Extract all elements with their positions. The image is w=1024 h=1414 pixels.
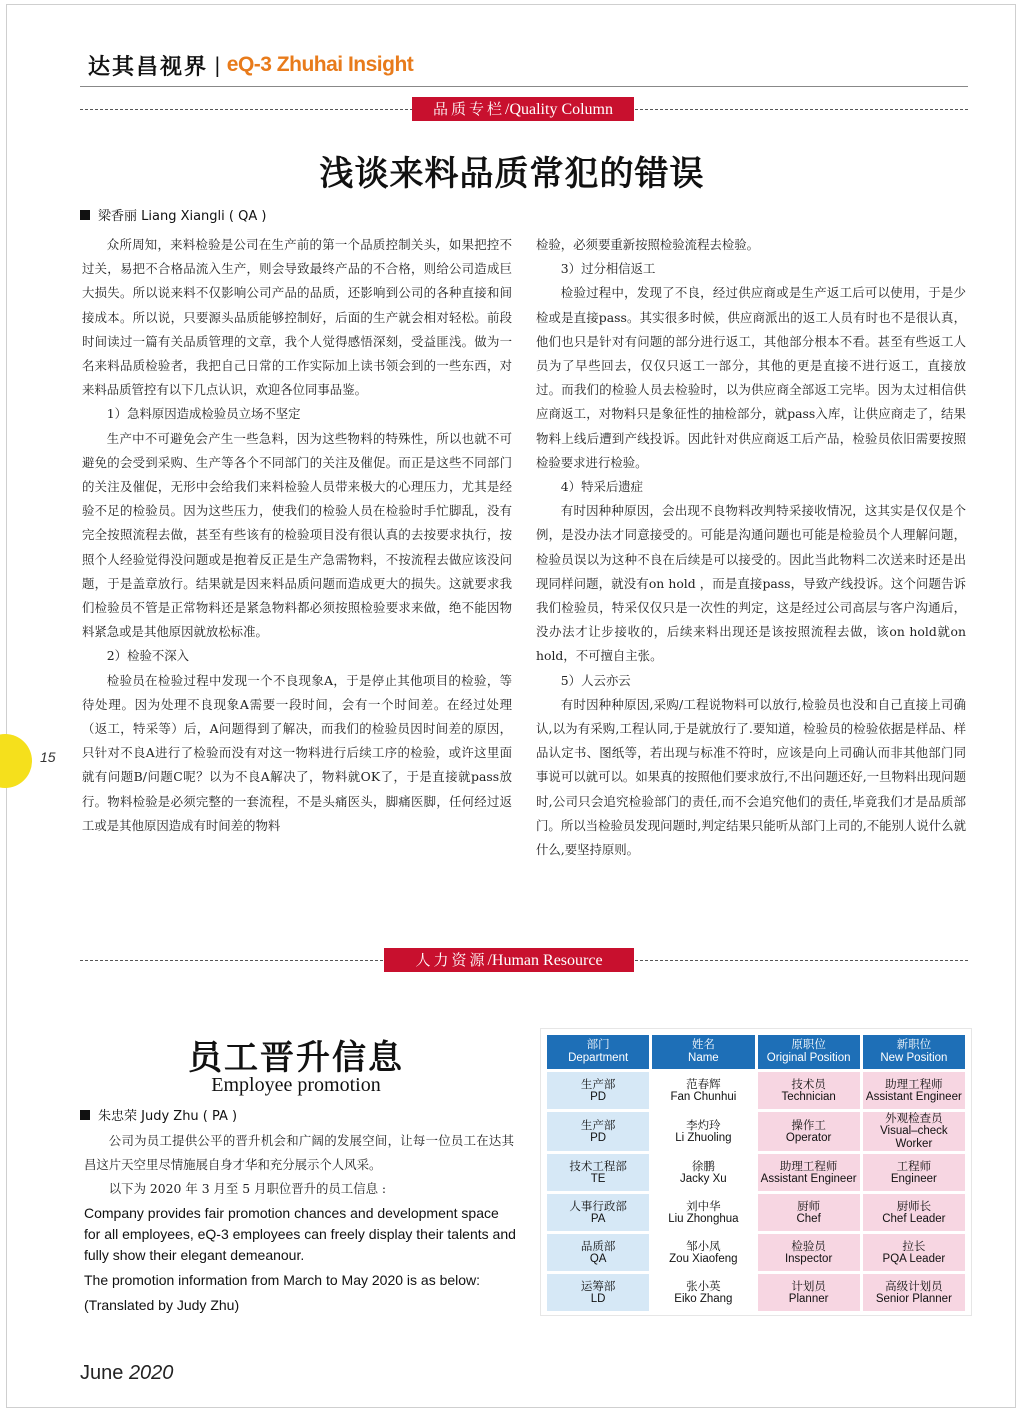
cell-cn: 徐鹏 xyxy=(691,1158,715,1173)
table-cell xyxy=(863,1154,965,1191)
table-cell xyxy=(758,1154,860,1191)
cell-cn: 厨师长 xyxy=(896,1198,932,1213)
table-cell xyxy=(652,1112,754,1151)
article-left-column xyxy=(82,233,512,838)
section-heading: 4）特采后遗症 xyxy=(560,479,644,495)
header-label-en: Department xyxy=(568,1052,629,1064)
hr-banner-cn: 人力资源 xyxy=(415,951,488,969)
promotion-author: 朱忠荣 Judy Zhu ( PA ) xyxy=(98,1109,238,1124)
cell-cn: 高级计划员 xyxy=(885,1278,943,1293)
header-label-en: Name xyxy=(688,1052,719,1064)
body-paragraph: 生产中不可避免会产生一些急料，因为这些物料的特殊性，所以也就不可避免的会受到采购、生产等各个不同部门的关注及催促。而正是这些不同部门的关注及催促，无形中会给我们来料检验人员带来极大的心理压力，尤其是经验不足的检验员。因为这些压力，使我们的检验人员在检验时手忙脚乱，没有完全按照流程去做，甚至有些该有的检验项目没有很认真的去按要求执行，按照个人经验觉得没问题或是抱着反正是生产急需物料，不按流程去做应该没问题，于是盖章放行。结果就是因来料品质问题而造成更大的损失。这就要求我们检验员不管是正常物料还是紧急物料都必须按照检验要求来做，绝不能因物料紧急或是其他原因就放松标准。 xyxy=(82,430,512,640)
cell-en: Engineer xyxy=(890,1172,937,1185)
cell-en: Jacky Xu xyxy=(680,1172,727,1185)
cell-en: Assistant Engineer xyxy=(760,1172,857,1185)
header-label-cn: 原职位 xyxy=(791,1039,826,1051)
cell-cn: 工程师 xyxy=(896,1158,932,1173)
issue-date xyxy=(80,1362,173,1385)
article-byline xyxy=(80,205,266,224)
promotion-paragraph-en: Company provides fair promotion chances and development space for all employees, eQ-3 employees can freely display their talents and fully show their elegant demeanour. xyxy=(84,1205,516,1263)
cell-en: Technician xyxy=(781,1090,836,1103)
promotion-paragraph-en: The promotion information from March to May 2020 is as below: xyxy=(84,1272,481,1288)
table-row xyxy=(547,1072,965,1109)
table-header-row xyxy=(547,1035,965,1069)
table-cell xyxy=(863,1072,965,1109)
header-rule xyxy=(80,86,968,87)
body-paragraph: 检验，必须要重新按照检验流程去检验。 xyxy=(536,237,760,252)
table-cell xyxy=(547,1112,649,1151)
issue-year: 2020 xyxy=(128,1362,174,1384)
cell-cn: 张小英 xyxy=(686,1278,721,1293)
promotion-intro-en xyxy=(84,1203,516,1320)
section-heading: 5）人云亦云 xyxy=(560,672,631,688)
table-cell xyxy=(863,1194,965,1231)
cell-cn: 操作工 xyxy=(791,1117,826,1132)
cell-en: Zou Xiaofeng xyxy=(669,1252,738,1265)
table-cell xyxy=(547,1072,649,1109)
quality-banner-en: /Quality Column xyxy=(505,101,613,118)
table-row xyxy=(547,1194,965,1231)
cell-en: Visual–check Worker xyxy=(880,1125,948,1150)
cell-en: PQA Leader xyxy=(882,1252,946,1265)
cell-cn: 生产部 xyxy=(580,1076,616,1091)
cell-en: Li Zhuoling xyxy=(675,1131,732,1144)
header-label-en: Original Position xyxy=(766,1052,851,1064)
cell-cn: 计划员 xyxy=(791,1278,826,1293)
table-header-cell xyxy=(652,1035,754,1069)
table-cell xyxy=(758,1112,860,1151)
cell-en: Planner xyxy=(788,1292,829,1305)
cell-cn: 检验员 xyxy=(791,1238,826,1253)
cell-en: LD xyxy=(590,1292,606,1305)
magazine-header xyxy=(88,50,413,80)
issue-month: June xyxy=(80,1362,124,1384)
cell-en: Senior Planner xyxy=(875,1292,952,1305)
cell-cn: 李灼玲 xyxy=(686,1117,721,1132)
cell-cn: 范春辉 xyxy=(686,1076,721,1091)
body-paragraph: 检验过程中，发现了不良，经过供应商或是生产返工后可以使用，于是少检或是直接pass。其实很多时候，供应商派出的返工人员有时也不是很认真，他们也只是针对有问题的部分进行返工，其他部分根本不看。甚至有些返工人员为了早些回去，仅仅只返工一部分，其他的更是直接不进行返工，直接放过。而我们的检验人员去检验时，以为供应商全部返工完毕。因为太过相信供应商返工，对物料只是象征性的抽检部分，就pass入库，让供应商走了，结果物料上线后遭到产线投诉。因此针对供应商返工后产品，检验员依旧需要按照检验要求进行检验。 xyxy=(536,285,966,470)
table-cell xyxy=(652,1072,754,1109)
table-body xyxy=(547,1072,965,1311)
article-author: 梁香丽 Liang Xiangli ( QA ) xyxy=(98,209,267,224)
cell-en: Operator xyxy=(785,1131,832,1144)
cell-cn: 人事行政部 xyxy=(569,1198,627,1213)
table-row xyxy=(547,1154,965,1191)
cell-cn: 助理工程师 xyxy=(779,1158,838,1173)
table-cell xyxy=(758,1194,860,1231)
table-cell xyxy=(863,1112,965,1151)
section-heading: 3）过分相信返工 xyxy=(560,261,656,277)
section-heading: 1）急料原因造成检验员立场不坚定 xyxy=(106,406,301,422)
quality-column-banner xyxy=(412,97,634,121)
header-label-cn: 部门 xyxy=(586,1039,610,1051)
promotion-paragraph-en: (Translated by Judy Zhu) xyxy=(84,1297,240,1313)
cell-cn: 运筹部 xyxy=(580,1278,616,1293)
table-cell xyxy=(758,1072,860,1109)
table-cell xyxy=(547,1194,649,1231)
table-cell xyxy=(652,1154,754,1191)
article-right-column xyxy=(536,233,966,862)
human-resource-banner xyxy=(384,948,634,972)
table-row xyxy=(547,1112,965,1151)
table-cell xyxy=(652,1194,754,1231)
cell-en: Assistant Engineer xyxy=(865,1090,962,1103)
promotion-intro-cn xyxy=(84,1129,514,1201)
table-cell xyxy=(652,1234,754,1271)
table-header-cell xyxy=(863,1035,965,1069)
table-cell xyxy=(547,1234,649,1271)
table-row xyxy=(547,1274,965,1311)
section-heading: 2）检验不深入 xyxy=(106,648,190,664)
table-row xyxy=(547,1234,965,1271)
byline-square-icon xyxy=(80,210,90,220)
header-title-cn: 达其昌视界 xyxy=(88,53,209,80)
cell-cn: 生产部 xyxy=(580,1117,616,1132)
table-cell xyxy=(547,1154,649,1191)
header-label-cn: 新职位 xyxy=(896,1039,932,1051)
table-cell xyxy=(652,1274,754,1311)
promotion-paragraph-cn: 以下为 2020 年 3 月至 5 月职位晋升的员工信息 : xyxy=(108,1181,387,1196)
promotion-table xyxy=(544,1032,968,1314)
cell-en: TE xyxy=(590,1172,606,1185)
promotion-paragraph-cn: 公司为员工提供公平的晋升机会和广阔的发展空间，让每一位员工在达其昌这片天空里尽情施展自身才华和充分展示个人风采。 xyxy=(84,1133,514,1172)
body-paragraph: 有时因种种原因,采购/工程说物料可以放行,检验员也没和自己直接上司确认,以为有采购,工程认同,于是就放行了.要知道，检验员的检验依据是样品、样品认定书、图纸等，若出现与标准不符时，应该是向上司确认而非其他部门同事说可以就可以。如果真的按照他们要求放行,不出问题还好,一旦物料出现问题时,公司只会追究检验部门的责任,而不会追究他们的责任,毕竟我们才是品质部门。所以当检验员发现问题时,判定结果只能听从部门上司的,不能别人说什么就什么,要坚持原则。 xyxy=(536,696,966,858)
body-paragraph: 众所周知，来料检验是公司在生产前的第一个品质控制关头，如果把控不过关，易把不合格品流入生产，则会导致最终产品的不合格，则给公司造成巨大损失。所以说来料不仅影响公司产品的品质，还影响到公司的各种直接和间接成本。所以说，只要源头品质能够控制好，后面的生产就会相对轻松。前段时间读过一篇有关品质管理的文章，我个人觉得感悟深刻，受益匪浅。做为一名来料品质检验者，我把自己日常的工作实际加上读书领会到的一些东西，对来料品质管控有以下几点认识，欢迎各位同事品鉴。 xyxy=(82,237,512,398)
byline-square-icon xyxy=(80,1110,90,1120)
cell-cn: 外观检查员 xyxy=(885,1111,943,1125)
header-label-en: New Position xyxy=(880,1052,948,1064)
cell-en: Chef Leader xyxy=(882,1212,946,1225)
cell-cn: 助理工程师 xyxy=(885,1076,943,1091)
header-label-cn: 姓名 xyxy=(691,1039,715,1051)
table-cell xyxy=(758,1234,860,1271)
cell-cn: 技术工程部 xyxy=(569,1158,627,1173)
cell-en: Eiko Zhang xyxy=(674,1292,733,1305)
cell-en: Chef xyxy=(796,1212,821,1225)
cell-cn: 邹小凤 xyxy=(686,1238,721,1253)
table-cell xyxy=(863,1234,965,1271)
cell-en: PD xyxy=(590,1131,607,1144)
table-header-cell xyxy=(547,1035,649,1069)
body-paragraph: 有时因种种原因，会出现不良物料改判特采接收情况，这其实是仅仅是个例，是没办法才同意接受的。可能是沟通问题也可能是检验员个人理解问题，检验员误以为这种不良在后续是可以接受的。因此当此物料二次送来时还是出现同样问题，就没有on hold ，而是直接pass，导致产线投诉。这个问题告诉我们检验员，特采仅仅只是一次性的判定，这是经过公司高层与客户沟通后，没办法才让步接收的，后续来料出现还是该按照流程去做，该on hold就on hold，不可擅自主张。 xyxy=(536,503,966,664)
hr-banner-en: /Human Resource xyxy=(487,952,603,969)
quality-banner-cn: 品质专栏 xyxy=(432,100,505,118)
cell-en: Fan Chunhui xyxy=(670,1090,737,1103)
cell-en: Inspector xyxy=(784,1252,833,1265)
cell-cn: 品质部 xyxy=(580,1238,616,1253)
table-cell xyxy=(863,1274,965,1311)
cell-cn: 刘中华 xyxy=(686,1198,721,1213)
cell-en: QA xyxy=(589,1252,607,1265)
cell-en: PD xyxy=(590,1090,607,1103)
cell-cn: 厨师 xyxy=(797,1198,821,1213)
cell-en: Liu Zhonghua xyxy=(668,1212,739,1225)
header-separator: | xyxy=(214,53,221,77)
page-number: 15 xyxy=(40,749,56,765)
promotion-subtitle: Employee promotion xyxy=(211,1074,381,1096)
table-cell xyxy=(547,1274,649,1311)
article-title: 浅谈来料品质常犯的错误 xyxy=(319,154,705,194)
header-title-en: eQ-3 Zhuhai Insight xyxy=(226,53,414,76)
cell-cn: 拉长 xyxy=(902,1238,926,1253)
table-header-cell xyxy=(758,1035,860,1069)
table-cell xyxy=(758,1274,860,1311)
body-paragraph: 检验员在检验过程中发现一个不良现象A，于是停止其他项目的检验，等待处理。因为处理不良现象A需要一段时间，会有一个时间差。在经过处理（返工，特采等）后，A问题得到了解决，而我们的检验员因时间差的原因，只针对不良A进行了检验而没有对这一物料进行后续工序的检验，或许这里面就有问题B/问题C呢？以为不良A解决了，物料就OK了，于是直接就pass放行。物料检验是必须完整的一套流程，不是头痛医头，脚痛医脚，任何经过返工或是其他原因造成有时间差的物料 xyxy=(82,672,512,833)
cell-en: PA xyxy=(590,1212,606,1225)
promotion-byline xyxy=(80,1105,237,1124)
cell-cn: 技术员 xyxy=(791,1076,826,1091)
promotion-title: 员工晋升信息 xyxy=(188,1038,404,1078)
